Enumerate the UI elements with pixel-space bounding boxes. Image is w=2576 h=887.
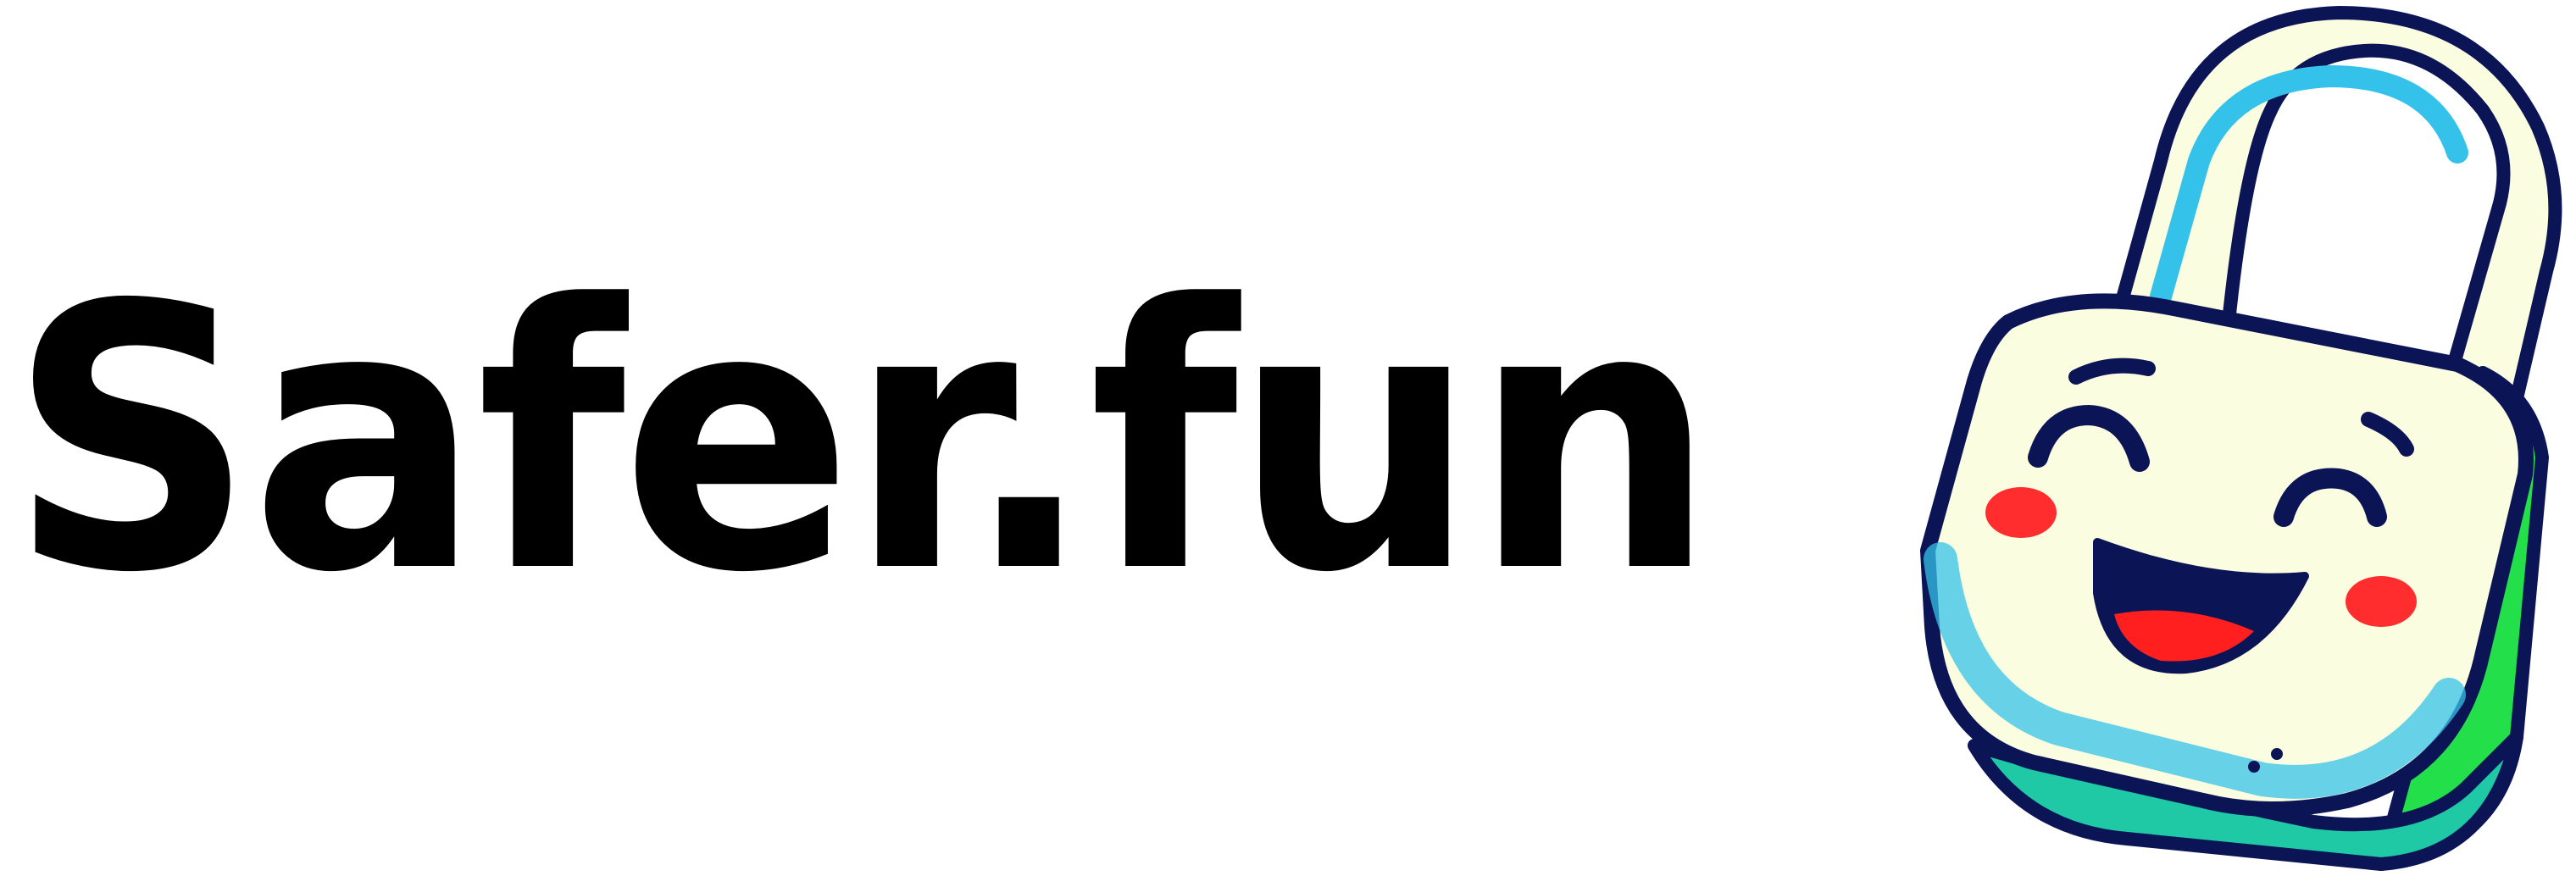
smiling-padlock-icon [1907, 0, 2576, 887]
left-cheek [1985, 487, 2057, 538]
brand-wordmark: Safer.fun [8, 229, 1712, 652]
right-cheek [2346, 576, 2417, 627]
